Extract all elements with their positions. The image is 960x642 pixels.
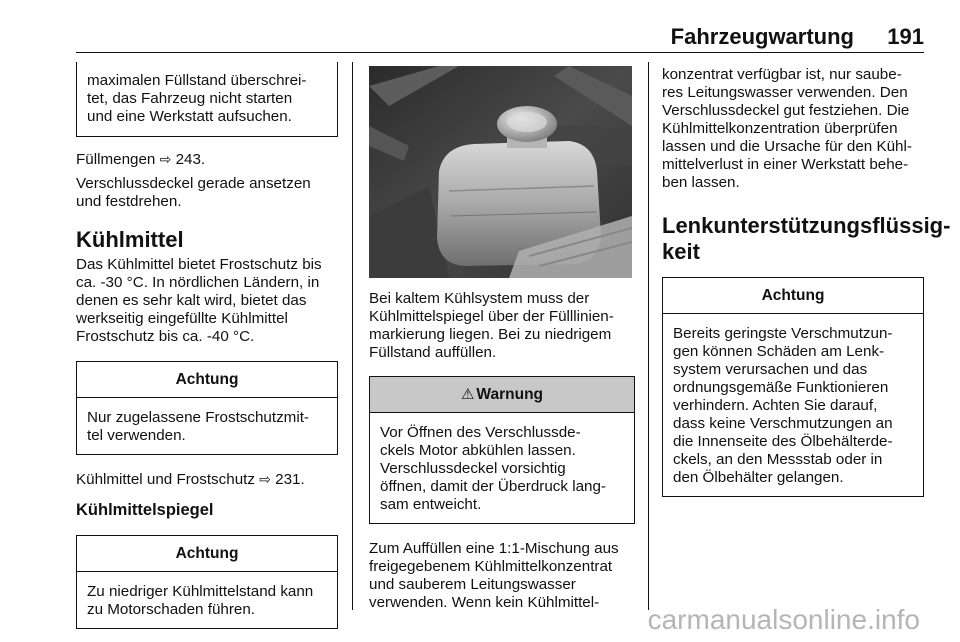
achtung-box-3-title: Achtung <box>663 278 923 314</box>
fuellmengen-line <box>76 150 338 169</box>
header-rule <box>76 52 924 53</box>
deckel-text: Verschlussdeckel gerade ansetzen und festdrehen. <box>76 175 311 210</box>
kuehlmittel-heading: Kühlmittel <box>76 227 184 252</box>
page-number: 191 <box>887 24 924 49</box>
lenk-heading: Lenkunterstützungsflüssig- keit <box>662 213 951 264</box>
achtung-box-2-title: Achtung <box>77 536 337 572</box>
achtung-box-1 <box>76 361 338 455</box>
spiegel-heading: Kühlmittelspiegel <box>76 501 214 519</box>
coolant-reservoir-photo <box>369 66 632 278</box>
fuellmengen-text: Füllmengen <box>76 151 156 168</box>
column-divider-2 <box>648 62 649 610</box>
engine-bay-illustration <box>369 66 632 278</box>
frostschutz-text: Kühlmittel und Frostschutz <box>76 471 255 488</box>
frostschutz-line <box>76 470 338 489</box>
warnung-box <box>369 376 635 524</box>
continued-notice-box <box>76 62 338 137</box>
achtung-box-1-text: Nur zugelassene Frostschutzmit- tel verwenden. <box>87 409 309 444</box>
frostschutz-ref[interactable]: 231. <box>275 471 305 488</box>
kuehlmittel-text: Das Kühlmittel bietet Frostschutz bis ca. -30 °C. In nördlichen Ländern, in denen es sehr kalt wird, bietet das werkseitig eingefüllte Kühlmittel Frostschutz bis ca. -40 °C. <box>76 256 322 345</box>
fuellmengen-ref[interactable]: 243. <box>175 151 206 168</box>
warning-triangle-icon: ⚠ <box>460 386 475 403</box>
achtung-box-2 <box>76 535 338 629</box>
warnung-box-title: Warnung <box>476 386 544 403</box>
photo-caption: Bei kaltem Kühlsystem muss der Kühlmittelspiegel über der Fülllinien- markierung liegen. Bei zu niedrigem Füllstand auffüllen. <box>369 290 614 361</box>
chapter-title: Fahrzeugwartung <box>670 24 854 49</box>
page-ref-icon: ⇨ <box>259 471 271 487</box>
left-column <box>76 62 338 629</box>
achtung-box-3-text: Bereits geringste Verschmutzun- gen können Schäden am Lenk- system verursachen und das ordnungsgemäße Funktionieren verhindern. Achten Sie darauf, dass keine Verschmutzungen an die Innenseite des Ölbehälterde- ckels, an den Messstab oder in den Ölbehälter gelangen. <box>673 325 893 486</box>
middle-column <box>369 290 635 612</box>
auffuellen-text: Zum Auffüllen eine 1:1-Mischung aus freigegebenem Kühlmittelkonzentrat und sauberem Leitungswasser verwenden. Wenn kein Kühlmittel- <box>369 540 619 611</box>
watermark: carmanualsonline.info <box>647 604 920 635</box>
achtung-box-3 <box>662 277 924 497</box>
column-divider-1 <box>352 62 353 610</box>
achtung-box-1-title: Achtung <box>77 362 337 398</box>
achtung-box-2-text: Zu niedriger Kühlmittelstand kann zu Motorschaden führen. <box>87 583 314 618</box>
page-ref-icon: ⇨ <box>159 151 172 167</box>
warnung-box-text: Vor Öffnen des Verschlussde- ckels Motor abkühlen lassen. Verschlussdeckel vorsichtig öffnen, damit der Überdruck lang- sam entweicht. <box>380 424 606 513</box>
warnung-box-header <box>370 377 634 413</box>
continued-text: konzentrat verfügbar ist, nur saube- res Leitungswasser verwenden. Den Verschlussdeckel gut festziehen. Die Kühlmittelkonzentration überprüfen lassen und die Ursache für den Kühl- mittelverlust in einer Werkstatt behe- ben lassen. <box>662 66 912 191</box>
right-column <box>662 66 951 497</box>
continued-notice-text: maximalen Füllstand überschrei- tet, das Fahrzeug nicht starten und eine Werkstatt aufsuchen. <box>87 72 307 125</box>
